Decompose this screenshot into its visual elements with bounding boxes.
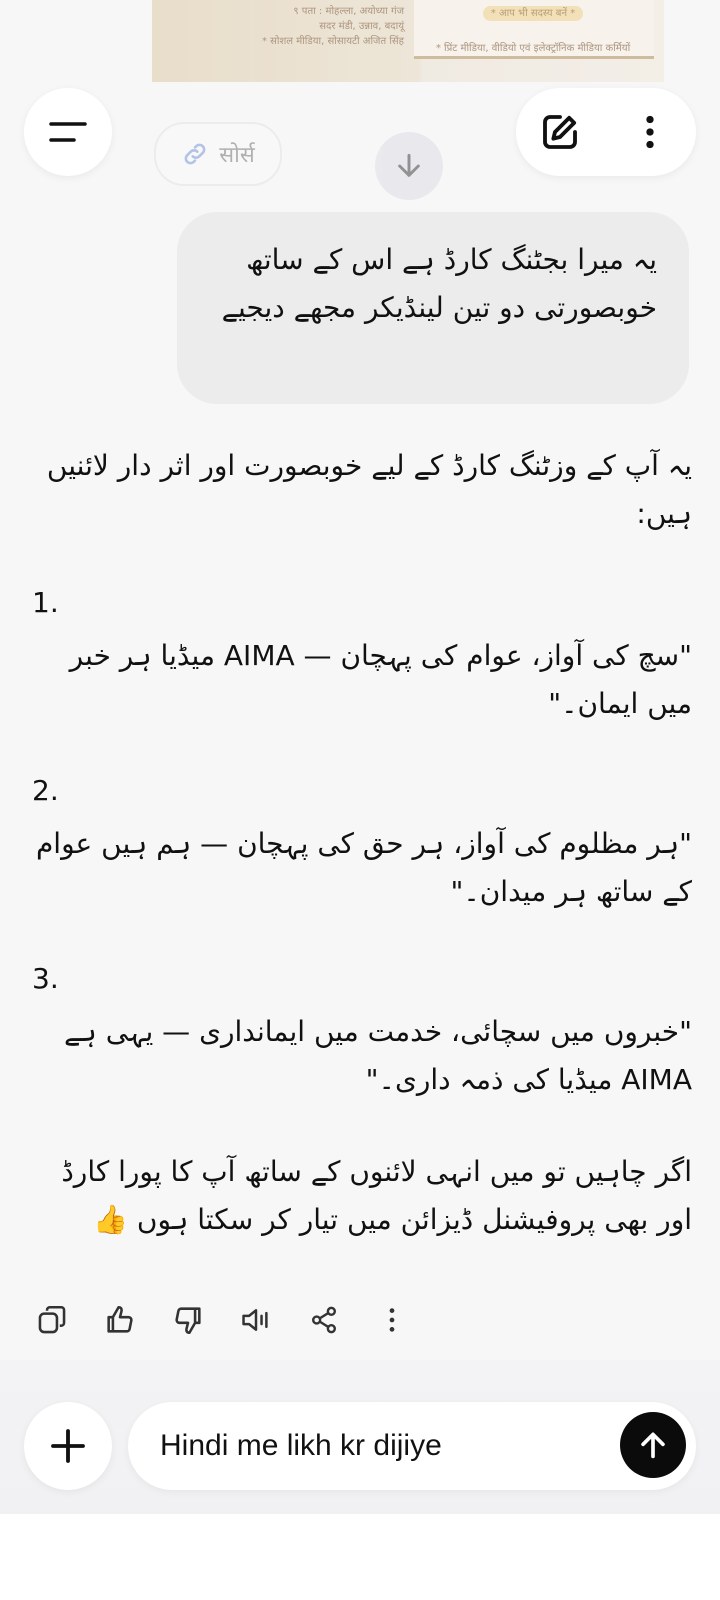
more-vertical-icon	[377, 1305, 407, 1335]
response-outro-text: اگر چاہیں تو میں انہی لائنوں کے ساتھ آپ کا پورا کارڈ اور بھی پروفیشنل ڈیزائن میں تیار کر سکتا ہوں 👍	[61, 1155, 692, 1236]
message-actions	[28, 1296, 416, 1344]
list-item-text: "ہر مظلوم کی آواز، ہر حق کی پہچان — ہم ہیں عوام کے ساتھ ہر میدان۔"	[35, 827, 692, 908]
thumbs-down-icon	[171, 1303, 205, 1337]
plus-icon	[48, 1426, 88, 1466]
bottom-safe-area	[0, 1514, 720, 1600]
preview-footer-line-right: * प्रिंट मीडिया, वीडियो एवं इलेक्ट्रॉनिक मीडिया कर्मियों	[435, 43, 631, 54]
source-chip[interactable]	[154, 122, 282, 186]
link-icon	[181, 140, 209, 168]
message-input-text[interactable]: Hindi me likh kr dijiye	[160, 1429, 442, 1462]
more-actions-button[interactable]	[368, 1296, 416, 1344]
preview-right-text	[420, 4, 646, 56]
arrow-down-icon	[393, 150, 425, 182]
preview-left-text	[168, 4, 404, 49]
preview-address-line-1: ९ पता : मोहल्ला, अयोध्या गंज	[293, 6, 404, 17]
copy-icon	[35, 1303, 69, 1337]
user-message-bubble[interactable]	[177, 212, 689, 404]
thumbs-up-icon	[103, 1303, 137, 1337]
attach-button[interactable]	[24, 1402, 112, 1490]
share-icon	[308, 1304, 340, 1336]
user-message-text: یہ میرا بجٹنگ کارڈ ہے اس کے ساتھ خوبصورتی دو تین لینڈیکر مجھے دیجیے	[221, 243, 657, 324]
new-chat-icon[interactable]	[540, 112, 580, 152]
preview-footer-line-left: * सोशल मीडिया, सोसायटी अजित सिंह	[261, 36, 404, 47]
list-item-text: "سچ کی آواز، عوام کی پہچان — AIMA میڈیا ہر خبر میں ایمان۔"	[69, 639, 692, 720]
header-actions	[516, 88, 696, 176]
share-button[interactable]	[300, 1296, 348, 1344]
read-aloud-button[interactable]	[232, 1296, 280, 1344]
list-item-text: "خبروں میں سچائی، خدمت میں ایمانداری — یہی ہے AIMA میڈیا کی ذمہ داری۔"	[64, 1015, 692, 1096]
menu-icon	[48, 118, 88, 146]
list-item	[30, 632, 692, 728]
dislike-button[interactable]	[164, 1296, 212, 1344]
source-label: सोर्स	[219, 143, 255, 168]
list-item-number: 3.	[32, 962, 59, 995]
preview-address-line-2: सदर मंडी, उन्नाव, बदायूं	[319, 21, 404, 32]
send-button[interactable]	[620, 1412, 686, 1478]
preview-badge: * आप भी सदस्य बनें *	[483, 6, 583, 21]
speaker-icon	[238, 1303, 274, 1337]
menu-button[interactable]	[24, 88, 112, 176]
list-item-number: 1.	[32, 586, 59, 619]
list-item-number: 2.	[32, 774, 59, 807]
scroll-to-bottom-button[interactable]	[375, 132, 443, 200]
assistant-response-intro	[30, 442, 692, 538]
list-item	[30, 820, 692, 916]
arrow-up-icon	[636, 1428, 670, 1462]
response-intro-text: یہ آپ کے وزٹنگ کارڈ کے لیے خوبصورت اور اثر دار لائنیں ہیں:	[46, 449, 692, 530]
list-item	[30, 1008, 692, 1104]
more-vertical-icon[interactable]	[630, 112, 670, 152]
attached-image-preview[interactable]	[152, 0, 664, 82]
assistant-response-outro	[30, 1148, 692, 1244]
copy-button[interactable]	[28, 1296, 76, 1344]
like-button[interactable]	[96, 1296, 144, 1344]
message-input[interactable]	[128, 1402, 696, 1490]
